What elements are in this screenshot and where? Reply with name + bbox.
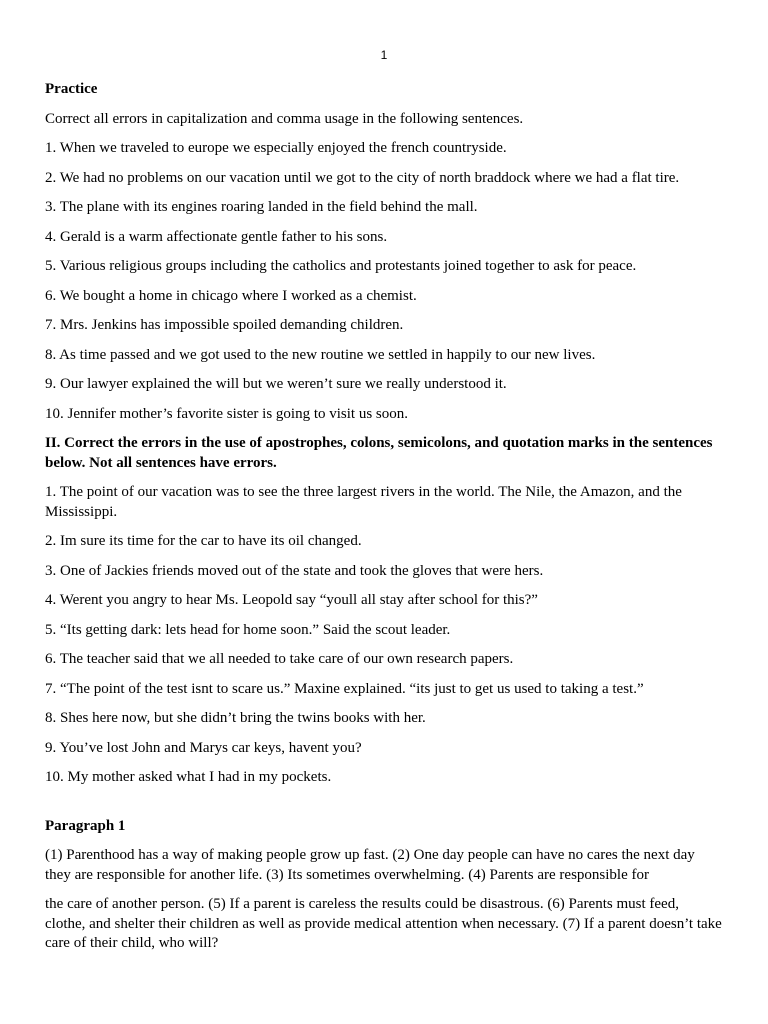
section-two-item: 7. “The point of the test isnt to scare us.” Maxine explained. “its just to get us used to taking a test.”	[45, 680, 644, 697]
practice-item: 7. Mrs. Jenkins has impossible spoiled demanding children.	[45, 317, 404, 333]
section-two-item: 1. The point of our vacation was to see the three largest rivers in the world. The Nile, the Amazon, and the Mississippi.	[45, 484, 682, 520]
section-two-item: 8. Shes here now, but she didn’t bring the twins books with her.	[45, 710, 426, 726]
practice-item: 5. Various religious groups including the catholics and protestants joined together to ask for peace.	[45, 258, 637, 274]
section-two-item: 4. Werent you angry to hear Ms. Leopold say “youll all stay after school for this?”	[45, 592, 538, 608]
section-two-item: 3. One of Jackies friends moved out of the state and took the gloves that were hers.	[45, 562, 544, 579]
practice-item: 9. Our lawyer explained the will but we weren’t sure we really understood it.	[45, 376, 507, 392]
section-two-item: 2. Im sure its time for the car to have its oil changed.	[45, 533, 362, 549]
practice-instructions: Correct all errors in capitalization and comma usage in the following sentences.	[45, 110, 524, 127]
section-two-list	[45, 483, 723, 788]
practice-item: 8. As time passed and we got used to the new routine we settled in happily to our new lives.	[45, 346, 596, 363]
document-body	[45, 80, 723, 964]
page-number: 1	[380, 48, 388, 62]
practice-item: 6. We bought a home in chicago where I worked as a chemist.	[45, 287, 417, 304]
practice-item: 1. When we traveled to europe we especially enjoyed the french countryside.	[45, 140, 507, 156]
practice-title: Practice	[45, 81, 98, 97]
paragraph-one-part-one: (1) Parenthood has a way of making people grow up fast. (2) One day people can have no cares the next day they are responsible for another life. (3) Its sometimes overwhelming. (4) Parents are responsible for	[45, 847, 695, 883]
practice-list	[45, 139, 723, 424]
section-two-item: 6. The teacher said that we all needed to take care of our own research papers.	[45, 651, 514, 667]
practice-item: 4. Gerald is a warm affectionate gentle father to his sons.	[45, 228, 388, 245]
section-two-item: 10. My mother asked what I had in my pockets.	[45, 769, 332, 785]
section-two-heading: II. Correct the errors in the use of apostrophes, colons, semicolons, and quotation marks in the sentences below. Not all sentences have errors.	[45, 435, 713, 471]
practice-item: 2. We had no problems on our vacation until we got to the city of north braddock where we had a flat tire.	[45, 169, 680, 186]
paragraph-one-title: Paragraph 1	[45, 817, 126, 834]
section-two-item: 9. You’ve lost John and Marys car keys, havent you?	[45, 739, 362, 756]
section-gap	[45, 798, 723, 817]
practice-item: 3. The plane with its engines roaring landed in the field behind the mall.	[45, 199, 478, 215]
practice-item: 10. Jennifer mother’s favorite sister is going to visit us soon.	[45, 405, 409, 422]
section-two-item: 5. “Its getting dark: lets head for home soon.” Said the scout leader.	[45, 621, 451, 638]
paragraph-one-part-two: the care of another person. (5) If a parent is careless the results could be disastrous. (6) Parents must feed, clothe, and shelter their children as well as provide medical attention when necessary. (7) If a parent doesn’t take care of their child, who will?	[45, 896, 722, 951]
